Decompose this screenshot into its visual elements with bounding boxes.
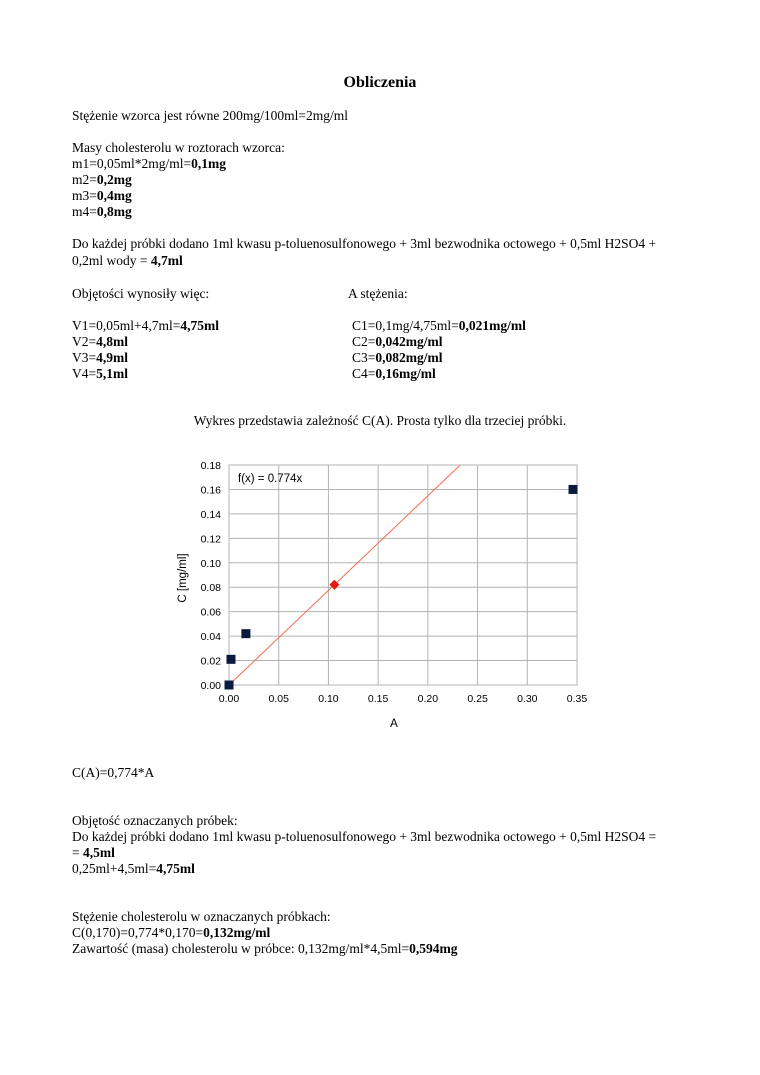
equation: C(A)=0,774*A <box>72 765 155 780</box>
samples-line2-expr: = <box>72 845 83 860</box>
c3-expr: C3= <box>352 350 376 365</box>
m2-value: 0,2mg <box>96 172 132 187</box>
c1-value: 0,021mg/ml <box>458 318 526 333</box>
x-tick-label: 0.20 <box>417 693 439 705</box>
masses-heading: Masy cholesterolu w roztorach wzorca: <box>72 140 285 155</box>
result-line1-expr: C(0,170)=0,774*0,170= <box>72 925 204 940</box>
y-tick-label: 0.18 <box>200 460 221 472</box>
result-line2-expr: Zawartość (masa) cholesterolu w próbce: 0,132mg/ml*4,5ml= <box>72 941 410 956</box>
x-tick-label: 0.05 <box>268 693 289 705</box>
v3-value: 4,9ml <box>96 350 128 365</box>
y-tick-label: 0.04 <box>200 631 221 644</box>
result-line1-value: 0,132mg/ml <box>203 925 271 940</box>
data-point <box>569 485 578 494</box>
samples-line3-value: 4,75ml <box>156 861 195 876</box>
m2-expr: m2= <box>72 172 97 187</box>
c4-expr: C4= <box>352 366 376 381</box>
y-tick-label: 0.14 <box>200 508 221 521</box>
result-line2 <box>72 941 458 957</box>
c2-expr: C2= <box>352 334 376 349</box>
v1-expr: V1=0,05ml+4,7ml= <box>72 318 181 333</box>
m1-expr: m1=0,05ml*2mg/ml= <box>72 156 192 171</box>
v3-expr: V3= <box>72 350 97 365</box>
x-tick-label: 0.10 <box>318 693 339 705</box>
trendline-label: f(x) = 0.774x <box>238 473 303 485</box>
x-tick-label: 0.15 <box>367 693 389 705</box>
reagents-expr: 0,2ml wody = <box>72 253 151 268</box>
y-tick-label: 0.00 <box>200 680 221 692</box>
x-tick-label: 0.25 <box>467 693 488 705</box>
y-tick-label: 0.08 <box>200 582 221 595</box>
x-tick-label: 0.35 <box>566 693 588 705</box>
result-line2-value: 0,594mg <box>409 941 458 956</box>
mass-m4 <box>72 204 132 220</box>
scatter-chart <box>170 455 600 735</box>
volume-v1 <box>72 318 219 334</box>
v4-expr: V4= <box>72 366 97 381</box>
y-tick-label: 0.10 <box>200 557 221 570</box>
v1-value: 4,75ml <box>180 318 219 333</box>
data-point <box>241 629 250 638</box>
chart-caption: Wykres przedstawia zależność C(A). Prosta tylko dla trzeciej próbki. <box>193 413 567 428</box>
conc-c2 <box>352 334 443 350</box>
y-tick-label: 0.06 <box>200 606 221 619</box>
x-axis-label: A <box>390 718 398 730</box>
samples-line1: Do każdej próbki dodano 1ml kwasu p-toluenosulfonowego + 3ml bezwodnika octowego + 0,5ml H2SO4 = <box>72 829 657 844</box>
x-tick-label: 0.00 <box>218 693 240 705</box>
samples-line3-expr: 0,25ml+4,5ml= <box>72 861 157 876</box>
volume-v2 <box>72 334 128 350</box>
volume-v3 <box>72 350 128 366</box>
samples-line2-value: 4,5ml <box>83 845 115 860</box>
intro-text: Stężenie wzorca jest równe 200mg/100ml=2mg/ml <box>72 108 349 123</box>
m3-expr: m3= <box>72 188 97 203</box>
x-tick-label: 0.30 <box>517 693 538 705</box>
plot-frame <box>229 465 577 685</box>
trendline <box>229 465 460 685</box>
c1-expr: C1=0,1mg/4,75ml= <box>352 318 459 333</box>
data-point <box>225 681 234 690</box>
reagents-line1: Do każdej próbki dodano 1ml kwasu p-toluenosulfonowego + 3ml bezwodnika octowego + 0,5ml H2SO4 + <box>72 236 657 251</box>
y-tick-label: 0.02 <box>200 655 221 668</box>
conc-c4 <box>352 366 436 382</box>
c3-value: 0,082mg/ml <box>375 350 443 365</box>
v2-expr: V2= <box>72 334 97 349</box>
samples-line2 <box>72 845 115 861</box>
mass-m2 <box>72 172 132 188</box>
c2-value: 0,042mg/ml <box>375 334 443 349</box>
reagents-line2 <box>72 253 183 269</box>
v4-value: 5,1ml <box>96 366 128 381</box>
data-point <box>226 655 235 664</box>
samples-line3 <box>72 861 195 877</box>
mass-m1 <box>72 156 226 172</box>
mass-m3 <box>72 188 132 204</box>
result-line1 <box>72 925 270 941</box>
v2-value: 4,8ml <box>96 334 128 349</box>
y-tick-label: 0.16 <box>200 484 221 497</box>
m3-value: 0,4mg <box>96 188 132 203</box>
conc-c1 <box>352 318 526 334</box>
volumes-heading: Objętości wynosiły więc: <box>72 286 210 301</box>
page-title: Obliczenia <box>343 74 417 91</box>
conc-c3 <box>352 350 443 366</box>
y-axis-label: C [mg/ml] <box>177 553 189 603</box>
m4-value: 0,8mg <box>96 204 132 219</box>
volume-v4 <box>72 366 128 382</box>
m4-expr: m4= <box>72 204 97 219</box>
concentrations-heading: A stężenia: <box>348 286 408 301</box>
samples-heading: Objętość oznaczanych próbek: <box>72 813 238 828</box>
c4-value: 0,16mg/ml <box>375 366 436 381</box>
y-tick-label: 0.12 <box>200 533 221 546</box>
reagents-value: 4,7ml <box>150 253 183 268</box>
result-heading: Stężenie cholesterolu w oznaczanych próbkach: <box>72 909 331 924</box>
m1-value: 0,1mg <box>191 156 226 171</box>
